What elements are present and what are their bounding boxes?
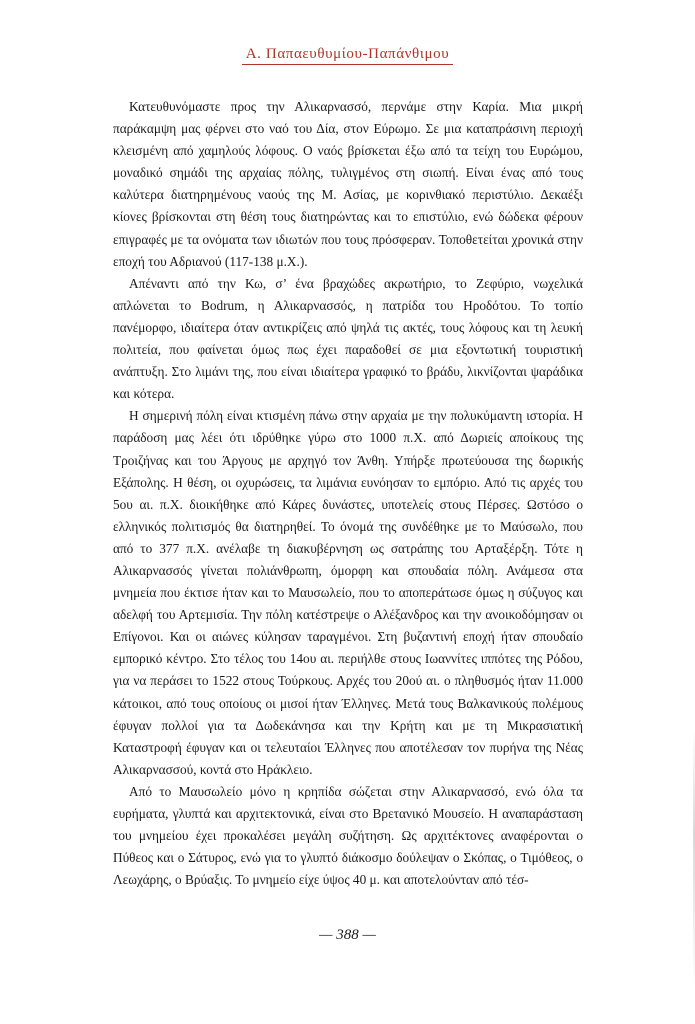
paragraph: Η σημερινή πόλη είναι κτισμένη πάνω στην αρχαία με την πολυκύμαντη ιστορία. Η παράδοση μας λέει ότι ιδρύθηκε γύρω στο 1000 π.Χ. από Δωριείς αποίκους της Τροιζήνας και του Άργους με αρχηγό τον Άνθη. Υπήρξε πρωτεύουσα της δωρικής Εξάπολης. Η θέση, οι οχυρώσεις, τα λιμάνια ευνόησαν το εμπόριο. Από τις αρχές του 5ου αι. π.Χ. διοικήθηκε από Κάρες δυνάστες, υποτελείς στους Πέρσες. Ωστόσο ο ελληνικός πολιτισμός θα διατηρηθεί. Το όνομά της συνδέθηκε με το Μαύσωλο, που από το 377 π.Χ. ανέλαβε τη διακυβέρνηση ως σατράπης του Αρταξέρξη. Τότε η Αλικαρνασσός γίνεται πολιάνθρωπη, όμορφη και σπουδαία πόλη. Ανάμεσα στα μνημεία που έκτισε ήταν και το Μαυσωλείο, που το αποπεράτωσε όμως η σύζυγος και αδελφή του Αρτεμισία. Την πόλη κατέστρεψε ο Αλέξανδρος και την ανοικοδόμησαν οι Επίγονοι. Και οι αιώνες κύλησαν ταραγμένοι. Στη βυζαντινή εποχή ήταν σπουδαίο εμπορικό κέντρο. Στο τέλος του 14ου αι. περιήλθε στους Ιωαννίτες ιππότες της Ρόδου, για να περάσει το 1522 στους Τούρκους. Αρχές του 20ού αι. ο πληθυσμός ήταν 11.000 κάτοικοι, από τους οποίους οι μισοί ήταν Έλληνες. Μετά τους Βαλκανικούς πολέμους έφυγαν πολλοί για τα Δωδεκάνησα και την Κρήτη και με τη Μικρασιατική Καταστροφή έφυγαν και οι τελευταίοι Έλληνες που αποτέλεσαν τον πυρήνα της Νέας Αλικαρνασσού, κοντά στο Ηράκλειο. — [113, 408, 583, 777]
paragraph: Κατευθυνόμαστε προς την Αλικαρνασσό, περνάμε στην Καρία. Μια μικρή παράκαμψη μας φέρνει στο ναό του Δία, στον Εύρωμο. Σε μια καταπράσινη περιοχή κλεισμένη από χαμηλούς λόφους. Ο ναός βρίσκεται έξω από τα τείχη του Ευρώμου, μοναδικό σημάδι της αρχαίας πόλης, τυλιγμένος στη σιωπή. Είναι ένας από τους καλύτερα διατηρημένους ναούς της Μ. Ασίας, με κορινθιακό περιστύλιο. Δεκαέξι κίονες βρίσκονται στη θέση τους διατηρώντας και το επιστύλιο, ενώ δώδεκα φέρουν επιγραφές με τα ονόματα των ιδιωτών που τους πρόσφεραν. Τοποθετείται χρονικά στην εποχή του Αδριανού (117-138 μ.Χ.). — [113, 99, 583, 269]
paragraph: Απέναντι από την Κω, σ’ ένα βραχώδες ακρωτήριο, το Ζεφύριο, νωχελικά απλώνεται το Bodrum, η Αλικαρνασσός, η πατρίδα του Ηροδότου. Το τοπίο πανέμορφο, ιδιαίτερα όταν αντικρίζεις από ψηλά τις ακτές, τους λόφους και τη λευκή πολιτεία, που φαίνεται όμως πως έχει παραδοθεί σε μια εξοντωτική τουριστική ανάπτυξη. Στο λιμάνι της, που είναι ιδιαίτερα γραφικό το βράδυ, λικνίζονται ψαράδικα και κότερα. — [113, 275, 583, 402]
body-text — [113, 96, 583, 891]
running-header — [0, 46, 695, 63]
paragraph: Από το Μαυσωλείο μόνο η κρηπίδα σώζεται στην Αλικαρνασσό, ενώ όλα τα ευρήματα, γλυπτά και αρχιτεκτονικά, είναι στο Βρετανικό Μουσείο. Η αναπαράσταση του μνημείου έχει προκαλέσει μεγάλη συζήτηση. Ως αρχιτέκτονες αναφέρονται ο Πύθεος και ο Σάτυρος, ενώ για το γλυπτό διάκοσμο δούλεψαν ο Σκόπας, ο Τιμόθεος, ο Λεωχάρης, ο Βρύαξις. Το μνημείο είχε ύψος 40 μ. και αποτελούνταν από τέσ- — [113, 783, 583, 888]
page-number: — 388 — — [319, 927, 376, 943]
author-running-title: Α. Παπαευθυμίου-Παπάνθιμου — [242, 46, 454, 65]
